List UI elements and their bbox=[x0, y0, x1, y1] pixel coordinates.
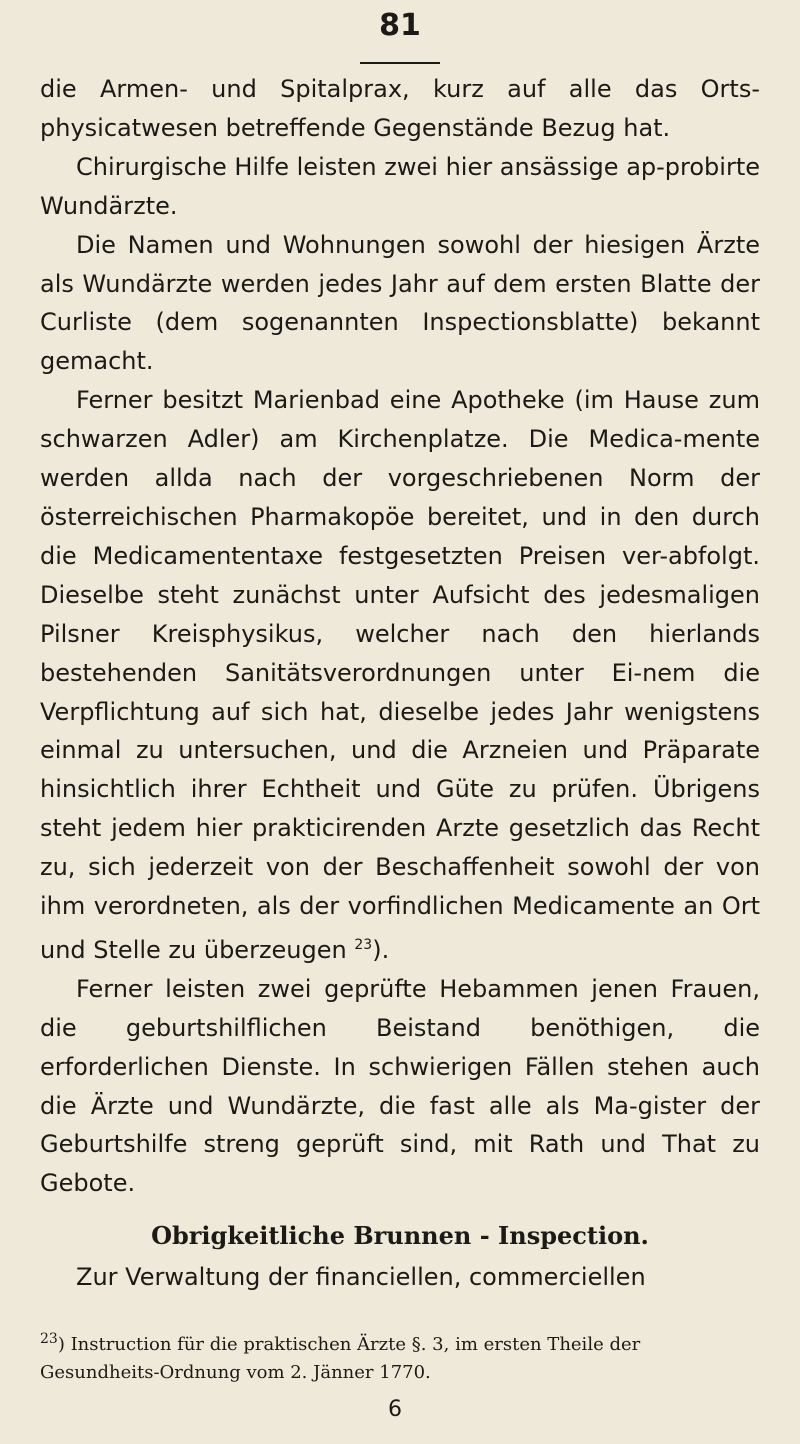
paragraph-4 bbox=[40, 381, 760, 970]
page-number bbox=[0, 8, 800, 43]
paragraph-5: Ferner leisten zwei geprüfte Hebammen jenen Frauen, die geburtshilflichen Beistand benöthigen, die erforderlichen Dienste. In schwierigen Fällen stehen auch die Ärzte und Wundärzte, die fast alle als Ma-gister der Geburtshilfe streng geprüft sind, mit Rath und That zu Gebote. bbox=[40, 974, 760, 1198]
footnote-text: ) Instruction für die praktischen Ärzte §. 3, im ersten Theile der Gesundheits-Ordnung vom 2. Jänner 1770. bbox=[40, 1334, 641, 1383]
signature-mark: 6 bbox=[388, 1397, 402, 1422]
body-text bbox=[40, 70, 760, 1297]
paragraph-3: Die Namen und Wohnungen sowohl der hiesigen Ärzte als Wundärzte werden jedes Jahr auf dem ersten Blatte der Curliste (dem sogenannten Inspectionsblatte) bekannt gemacht. bbox=[40, 230, 760, 376]
paragraph-1: die Armen- und Spitalprax, kurz auf alle das Orts-physicatwesen betreffende Gegenstände Bezug hat. bbox=[40, 75, 760, 142]
footnote-marker: 23 bbox=[40, 1331, 58, 1347]
section-heading: Obrigkeitliche Brunnen - Inspection. bbox=[151, 1221, 649, 1251]
footnote bbox=[40, 1325, 760, 1387]
section-first-line: Zur Verwaltung der financiellen, commerciellen bbox=[76, 1263, 646, 1292]
paragraph-4-text: Ferner besitzt Marienbad eine Apotheke (im Hause zum schwarzen Adler) am Kirchenplatze. Die Medica-mente werden allda nach der vorgeschriebenen Norm der österreichischen Pharmakopöe bereitet, und in den durch die Medicamententaxe festgesetzten Preisen ver-abfolgt. Dieselbe steht zunächst unter Aufsicht des jedesmaligen Pilsner Kreisphysikus, welcher nach den hierlands bestehenden Sanitätsverordnungen unter Ei-nem die Verpflichtung auf sich hat, dieselbe jedes Jahr wenigstens einmal zu untersuchen, und die Arzneien und Präparate hinsichtlich ihrer Echtheit und Güte zu prüfen. Übrigens steht jedem hier prakticirenden Arzte gesetzlich das Recht zu, sich jederzeit von der Beschaffenheit sowohl der von ihm verordneten, als der vorfindlichen Medicamente an Ort und Stelle zu überzeugen bbox=[40, 386, 760, 964]
footnote-reference: 23 bbox=[354, 936, 373, 953]
paragraph-2: Chirurgische Hilfe leisten zwei hier ansässige ap-probirte Wundärzte. bbox=[40, 152, 760, 220]
footnote-reference-close: ). bbox=[372, 935, 390, 964]
page-number-rule bbox=[360, 62, 440, 64]
page-number-text: 81 bbox=[379, 8, 421, 43]
